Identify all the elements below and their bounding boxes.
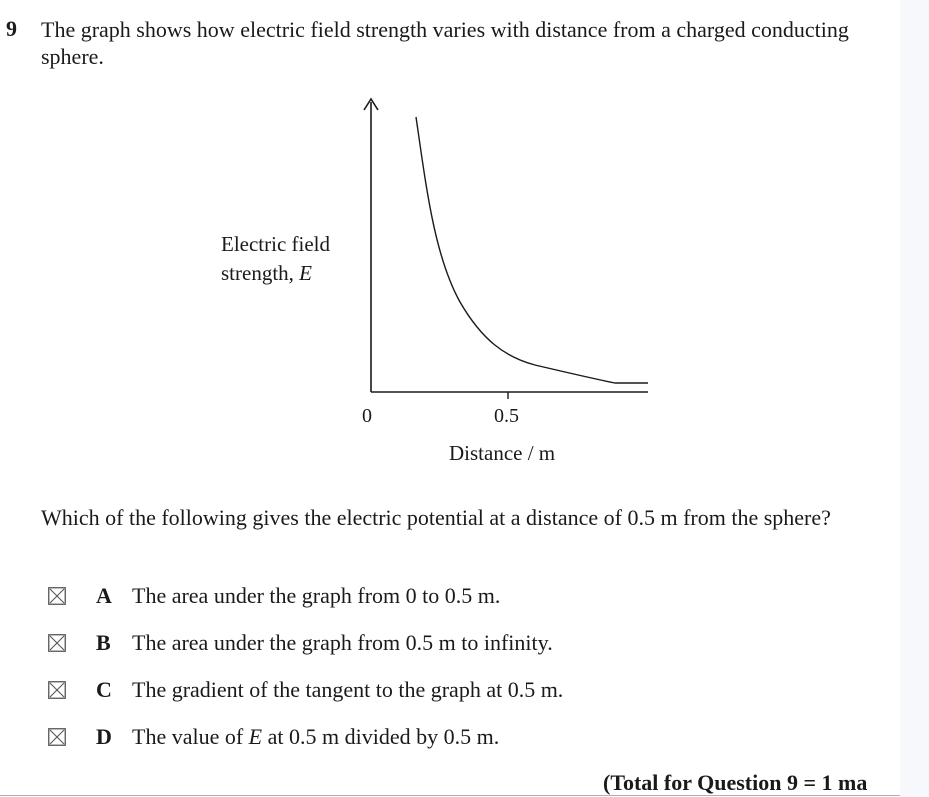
option-variable: E: [248, 724, 263, 749]
question-total: (Total for Question 9 = 1 ma: [603, 770, 868, 795]
option-text: The area under the graph from 0 to 0.5 m.: [132, 583, 501, 608]
option-text-pre: The value of: [132, 724, 249, 749]
x-tick-label-half: 0.5: [494, 405, 519, 427]
question-stem: The graph shows how electric field strength varies with distance from a charged conducting sphere.: [41, 17, 849, 69]
checkbox-icon[interactable]: [48, 681, 66, 699]
y-axis-label-line1: Electric field: [221, 232, 331, 256]
option-letter: C: [96, 677, 112, 702]
y-axis-label-line2: [221, 259, 330, 288]
option-text: The gradient of the tangent to the graph at 0.5 m.: [132, 677, 564, 702]
x-tick-label-0: 0: [362, 405, 372, 427]
option-text: The area under the graph from 0.5 m to infinity.: [132, 630, 553, 655]
option-b[interactable]: [48, 628, 553, 658]
field-curve: [416, 117, 648, 383]
option-d[interactable]: [48, 722, 499, 752]
checkbox-icon[interactable]: [48, 634, 66, 652]
question-prompt: Which of the following gives the electric potential at a distance of 0.5 m from the sphere?: [41, 505, 831, 530]
option-letter: D: [96, 724, 112, 749]
option-letter: A: [96, 583, 112, 608]
checkbox-icon[interactable]: [48, 728, 66, 746]
y-axis-label-text: strength,: [221, 261, 300, 285]
option-a[interactable]: [48, 581, 500, 611]
option-c[interactable]: [48, 675, 563, 705]
question-number: 9: [6, 16, 17, 41]
bottom-rule: [0, 795, 900, 796]
option-text: [132, 724, 499, 750]
option-letter: B: [96, 630, 111, 655]
y-axis-label: [221, 230, 330, 288]
option-text-post: at 0.5 m divided by 0.5 m.: [262, 724, 500, 749]
x-axis-label: Distance / m: [449, 441, 556, 465]
y-axis-variable: E: [299, 261, 312, 285]
checkbox-icon[interactable]: [48, 587, 66, 605]
